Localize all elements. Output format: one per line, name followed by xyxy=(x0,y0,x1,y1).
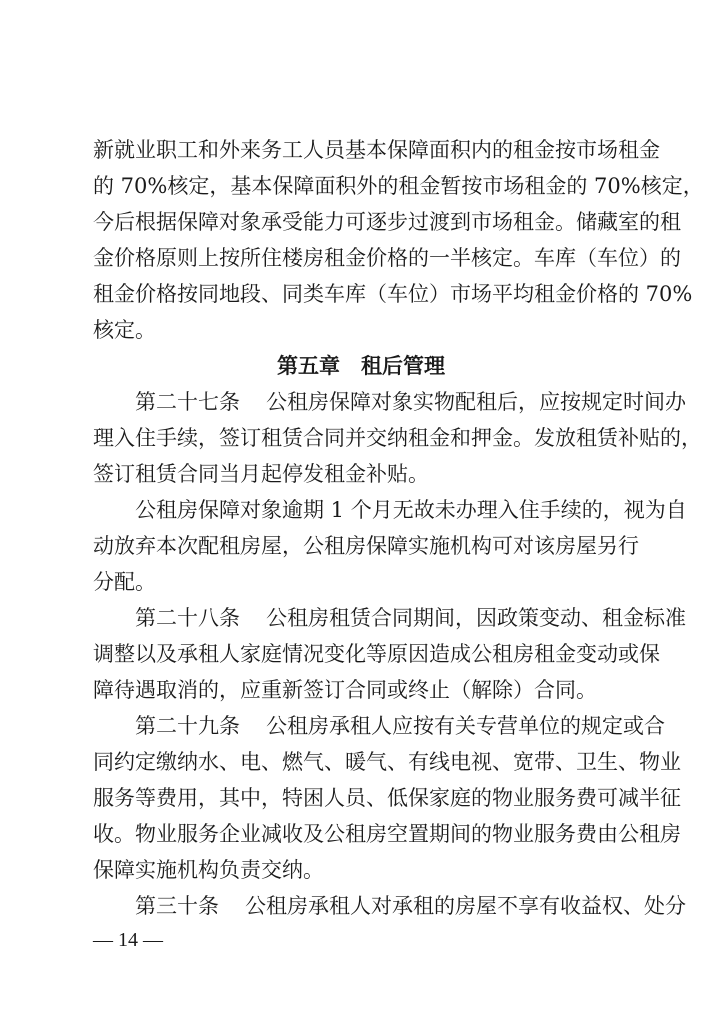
text-line: 新就业职工和外来务工人员基本保障面积内的租金按市场租金 xyxy=(93,138,660,162)
chapter-title: 第五章 租后管理 xyxy=(277,354,445,378)
article-label: 第三十条 xyxy=(135,894,219,918)
text-line: 金价格原则上按所住楼房租金价格的一半核定。车库（车位）的 xyxy=(93,246,681,270)
article-text: 公租房承租人对承租的房屋不享有收益权、处分 xyxy=(245,894,686,918)
text-line: 障待遇取消的，应重新签订合同或终止（解除）合同。 xyxy=(93,678,597,702)
text-line: 签订租赁合同当月起停发租金补贴。 xyxy=(93,462,429,486)
text-line: 调整以及承租人家庭情况变化等原因造成公租房租金变动或保 xyxy=(93,642,660,666)
article-text: 公租房保障对象实物配租后，应按规定时间办 xyxy=(266,390,686,414)
text-line: 动放弃本次配租房屋，公租房保障实施机构可对该房屋另行 xyxy=(93,534,639,558)
text-line: 分配。 xyxy=(93,570,156,594)
text-line: 收。物业服务企业减收及公租房空置期间的物业服务费由公租房 xyxy=(93,822,681,846)
article-text: 公租房承租人应按有关专营单位的规定或合 xyxy=(266,714,665,738)
text-line: 同约定缴纳水、电、燃气、暖气、有线电视、宽带、卫生、物业 xyxy=(93,750,681,774)
article-29-first-line xyxy=(135,709,665,743)
text-line: 的 70%核定，基本保障面积外的租金暂按市场租金的 70%核定， xyxy=(93,174,704,198)
text-line: 服务等费用，其中，特困人员、低保家庭的物业服务费可减半征 xyxy=(93,786,681,810)
article-28-first-line xyxy=(135,601,686,635)
article-label: 第二十九条 xyxy=(135,714,240,738)
page-number: — 14 — xyxy=(93,929,163,951)
article-label: 第二十八条 xyxy=(135,606,240,630)
text-line: 保障实施机构负责交纳。 xyxy=(93,858,324,882)
text-line: 理入住手续，签订租赁合同并交纳租金和押金。发放租赁补贴的， xyxy=(93,426,702,450)
article-text: 公租房租赁合同期间，因政策变动、租金标准 xyxy=(266,606,686,630)
article-label: 第二十七条 xyxy=(135,390,240,414)
text-line: 公租房保障对象逾期 1 个月无故未办理入住手续的，视为自 xyxy=(135,498,687,522)
text-line: 核定。 xyxy=(93,318,156,342)
article-27-first-line xyxy=(135,385,686,419)
text-line: 租金价格按同地段、同类车库（车位）市场平均租金价格的 70% xyxy=(93,282,693,306)
text-line: 今后根据保障对象承受能力可逐步过渡到市场租金。储藏室的租 xyxy=(93,210,681,234)
article-30-first-line xyxy=(135,889,686,923)
